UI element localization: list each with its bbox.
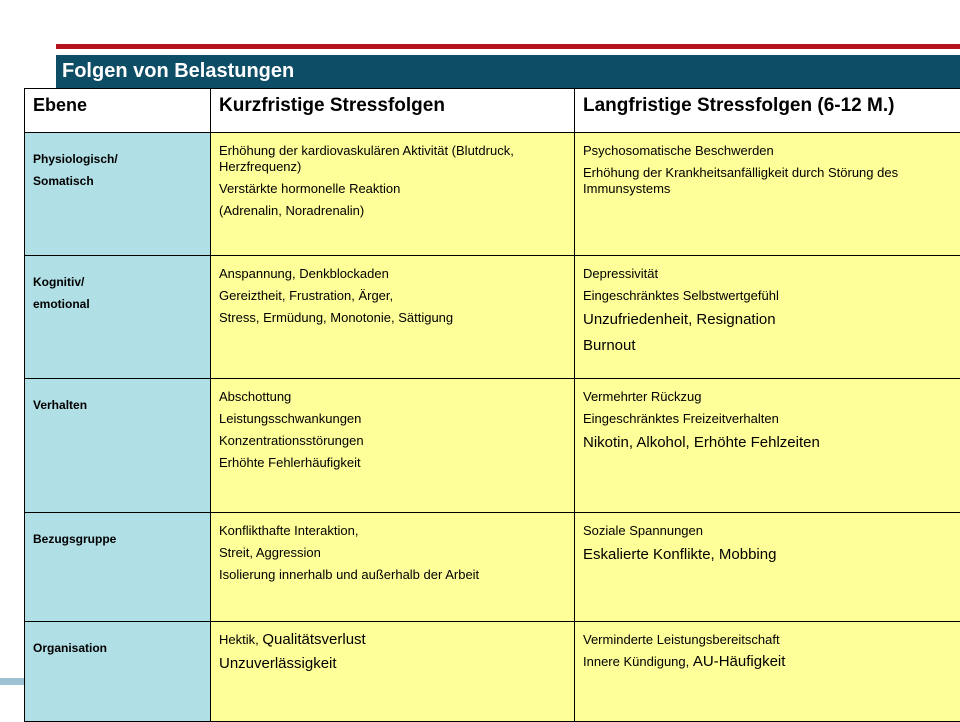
- short-term-cell: [211, 256, 575, 379]
- long-term-cell: [575, 513, 960, 622]
- header-long-term: Langfristige Stressfolgen (6-12 M.): [575, 89, 960, 133]
- short-term-item: Erhöhung der kardiovaskulären Aktivität (Blutdruck, Herzfrequenz): [219, 143, 566, 175]
- table-row: [25, 513, 960, 622]
- long-term-item: Eingeschränktes Freizeitverhalten: [583, 411, 952, 427]
- table-row: [25, 379, 960, 513]
- long-term-item: Vermehrter Rückzug: [583, 389, 952, 405]
- header-level: Ebene: [25, 89, 211, 133]
- level-label: Verhalten: [33, 394, 202, 416]
- long-term-item: Psychosomatische Beschwerden: [583, 143, 952, 159]
- decorative-bar: [0, 678, 24, 685]
- long-term-item: Burnout: [583, 336, 952, 356]
- short-term-item: Stress, Ermüdung, Monotonie, Sättigung: [219, 310, 566, 326]
- long-term-item: Erhöhung der Krankheitsanfälligkeit durch Störung des Immunsystems: [583, 165, 952, 197]
- level-cell: [25, 622, 211, 722]
- short-term-item: Abschottung: [219, 389, 566, 405]
- long-term-item: Depressivität: [583, 266, 952, 282]
- short-term-item: Leistungsschwankungen: [219, 411, 566, 427]
- long-term-item: Soziale Spannungen: [583, 523, 952, 539]
- short-term-item: Anspannung, Denkblockaden: [219, 266, 566, 282]
- long-term-item-part: Innere Kündigung,: [583, 654, 693, 669]
- short-term-item: Konzentrationsstörungen: [219, 433, 566, 449]
- long-term-item: Eskalierte Konflikte, Mobbing: [583, 545, 952, 565]
- short-term-item: Gereiztheit, Frustration, Ärger,: [219, 288, 566, 304]
- short-term-item: Streit, Aggression: [219, 545, 566, 561]
- long-term-item: Unzufriedenheit, Resignation: [583, 310, 952, 330]
- short-term-cell: [211, 622, 575, 722]
- long-term-item: Verminderte Leistungsbereitschaft: [583, 632, 952, 648]
- long-term-cell: [575, 622, 960, 722]
- short-term-item: Konflikthafte Interaktion,: [219, 523, 566, 539]
- level-label: emotional: [33, 293, 202, 315]
- level-cell: [25, 379, 211, 513]
- short-term-item: (Adrenalin, Noradrenalin): [219, 203, 566, 219]
- short-term-item: Unzuverlässigkeit: [219, 654, 566, 674]
- long-term-item-part: AU-Häufigkeit: [693, 653, 786, 670]
- header-row: [25, 89, 960, 133]
- short-term-item-part: Hektik,: [219, 632, 262, 647]
- level-label: Bezugsgruppe: [33, 528, 202, 550]
- top-red-rule: [56, 44, 960, 49]
- page-title: Folgen von Belastungen: [56, 55, 960, 88]
- level-label: Kognitiv/: [33, 271, 202, 293]
- level-cell: [25, 256, 211, 379]
- long-term-item: Eingeschränktes Selbstwertgefühl: [583, 288, 952, 304]
- level-cell: [25, 513, 211, 622]
- long-term-item: Nikotin, Alkohol, Erhöhte Fehlzeiten: [583, 433, 952, 453]
- table-row: [25, 622, 960, 722]
- short-term-item: [219, 632, 566, 648]
- level-cell: [25, 133, 211, 256]
- short-term-item: Isolierung innerhalb und außerhalb der Arbeit: [219, 567, 566, 583]
- short-term-item: Erhöhte Fehlerhäufigkeit: [219, 455, 566, 471]
- short-term-item: Verstärkte hormonelle Reaktion: [219, 181, 566, 197]
- level-label: Somatisch: [33, 170, 202, 192]
- long-term-cell: [575, 379, 960, 513]
- level-label: Organisation: [33, 637, 202, 659]
- level-label: Physiologisch/: [33, 148, 202, 170]
- short-term-cell: [211, 513, 575, 622]
- long-term-cell: [575, 133, 960, 256]
- short-term-cell: [211, 379, 575, 513]
- header-short-term: Kurzfristige Stressfolgen: [211, 89, 575, 133]
- table-row: [25, 256, 960, 379]
- long-term-cell: [575, 256, 960, 379]
- stress-consequences-table: [24, 88, 960, 722]
- short-term-cell: [211, 133, 575, 256]
- short-term-item-part: Qualitätsverlust: [262, 631, 365, 648]
- long-term-item: [583, 654, 952, 670]
- table-row: [25, 133, 960, 256]
